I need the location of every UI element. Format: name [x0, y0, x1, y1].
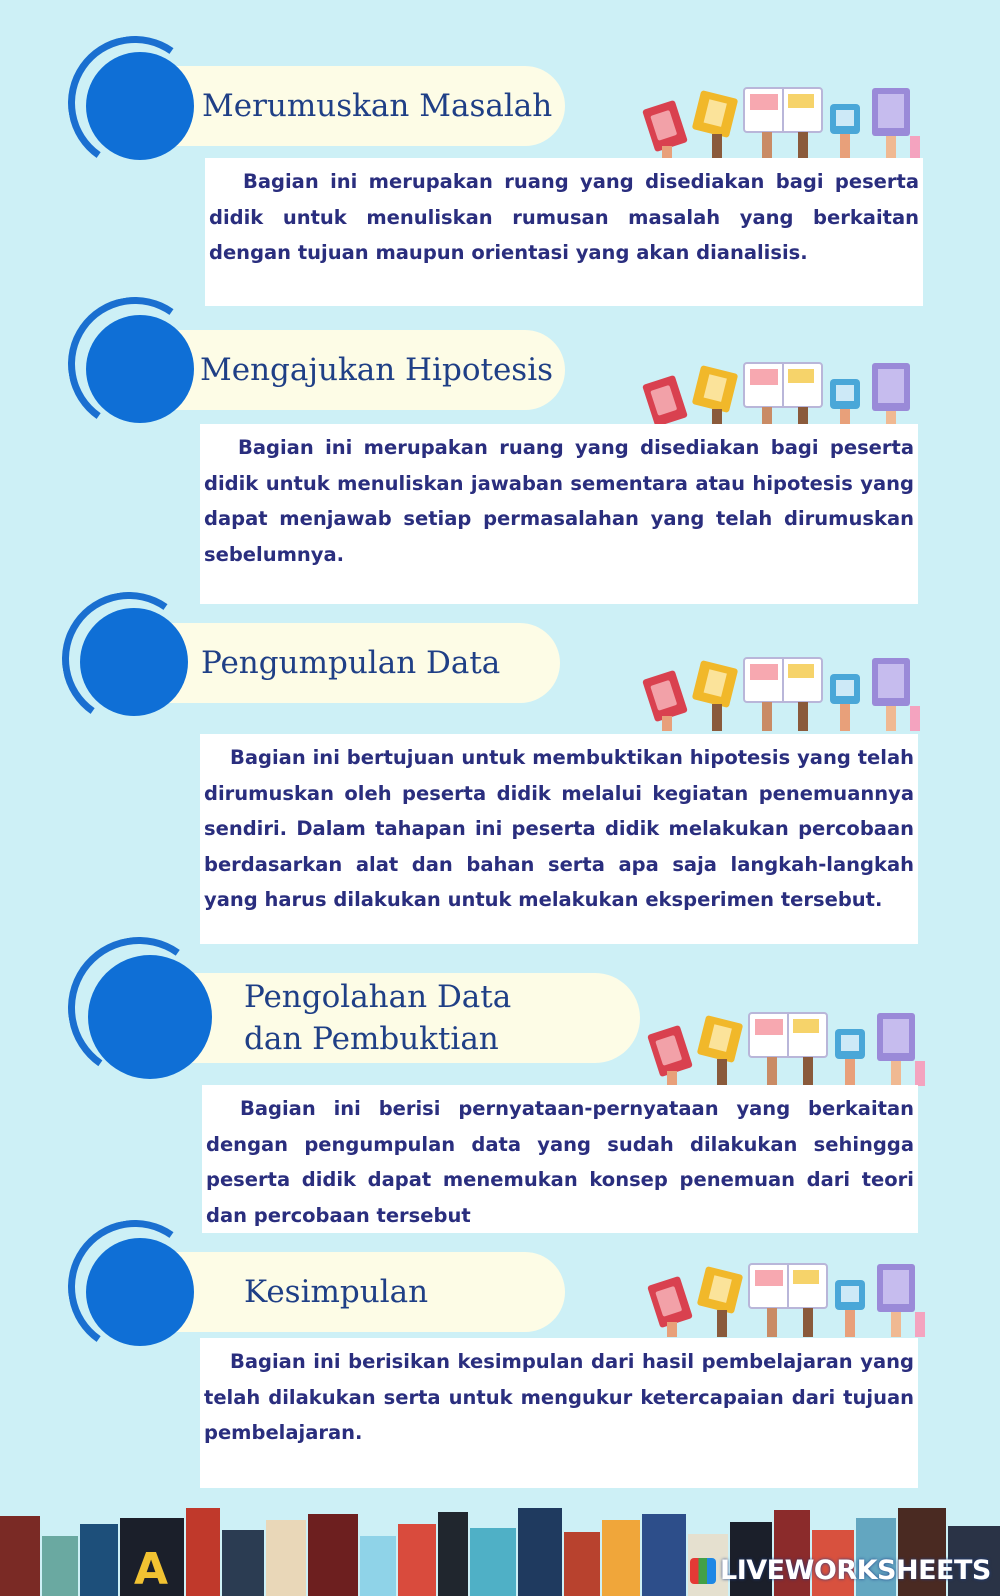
step-description: Bagian ini berisi pernyataan-pernyataan yang berkaitan dengan pengumpulan data yang sudah dilakukan sehingga peserta didik dapat menemukan konsep penemuan dari teori dan percobaan tersebut: [206, 1097, 914, 1227]
step-title-pill: [145, 623, 560, 703]
step-description-box: [200, 734, 918, 944]
step-description-box: [200, 424, 918, 604]
step-title: Pengumpulan Data: [201, 645, 501, 681]
step-description-box: [200, 1338, 918, 1488]
step-title-pill: [150, 66, 565, 146]
liveworksheets-logo-icon: [690, 1558, 716, 1584]
step-section-1: [0, 30, 1000, 310]
step-description: Bagian ini berisikan kesimpulan dari hasil pembelajaran yang telah dilakukan serta untuk mengukur ketercapaian dari tujuan pembelajaran.: [204, 1350, 914, 1444]
step-section-3: [0, 590, 1000, 955]
step-title-pill: [150, 1252, 565, 1332]
step-description-box: [202, 1085, 918, 1233]
step-title: Mengajukan Hipotesis: [200, 352, 554, 388]
bookshelf-letter: A: [134, 1544, 169, 1595]
watermark-text: LIVEWORKSHEETS: [720, 1555, 991, 1586]
step-description: Bagian ini merupakan ruang yang disediakan bagi peserta didik untuk menuliskan jawaban sementara atau hipotesis yang dapat menjawab setiap permasalahan yang telah dirumuskan sebelumnya.: [204, 436, 914, 566]
step-title: Merumuskan Masalah: [202, 88, 553, 124]
step-circle: [86, 1238, 194, 1346]
books-held-up-illustration: [645, 1262, 935, 1337]
step-description-box: [205, 158, 923, 306]
step-title-pill: [150, 330, 565, 410]
step-circle: [86, 315, 194, 423]
books-held-up-illustration: [645, 1011, 935, 1086]
step-description: Bagian ini bertujuan untuk membuktikan hipotesis yang telah dirumuskan oleh peserta didik melalui kegiatan penemuannya sendiri. Dalam tahapan ini peserta didik melakukan percobaan berdasarkan alat dan bahan serta apa saja langkah-langkah yang harus dilakukan untuk melakukan eksperimen tersebut.: [204, 746, 914, 911]
step-section-5: [0, 1218, 1000, 1488]
step-title: Kesimpulan: [244, 1274, 429, 1310]
step-description: Bagian ini merupakan ruang yang disediakan bagi peserta didik untuk menuliskan rumusan masalah yang berkaitan dengan tujuan maupun orientasi yang akan dianalisis.: [209, 170, 919, 264]
step-section-4: [0, 935, 1000, 1235]
step-title-pill: [160, 973, 640, 1063]
step-title: Pengolahan Data dan Pembuktian: [244, 979, 512, 1057]
liveworksheets-watermark: [690, 1555, 991, 1586]
books-held-up-illustration: [640, 86, 930, 161]
step-circle: [88, 955, 212, 1079]
step-circle: [80, 608, 188, 716]
step-section-2: [0, 295, 1000, 605]
step-circle: [86, 52, 194, 160]
books-held-up-illustration: [640, 656, 930, 731]
